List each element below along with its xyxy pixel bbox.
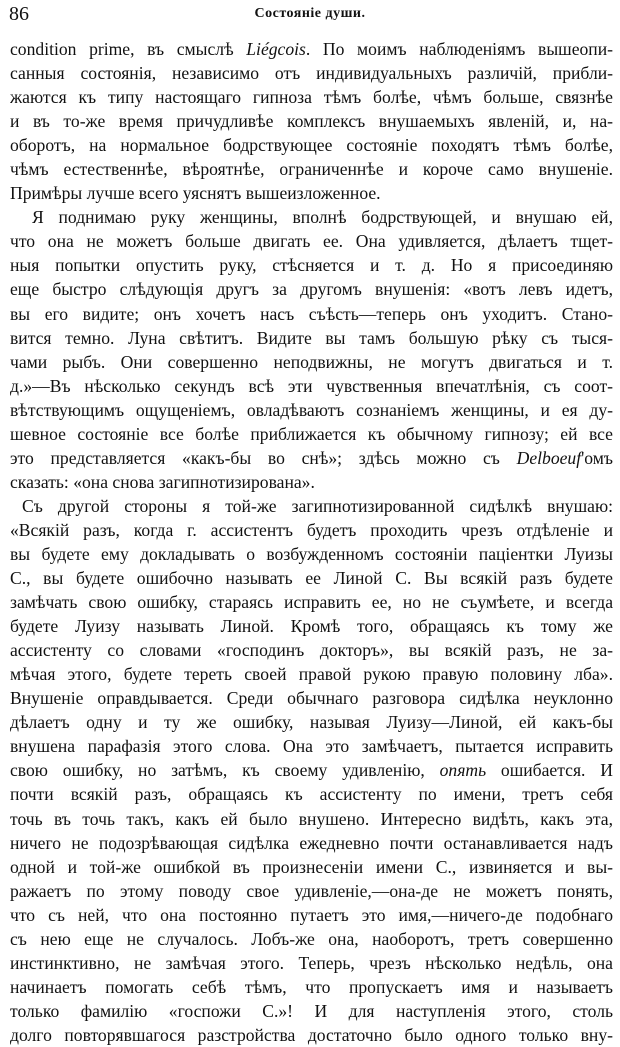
text-segment: Я поднимаю руку женщины, вполнѣ бодрствующей, и внушаю ей,	[32, 207, 613, 228]
text-segment: и въ то-же время причудливѣе комплексъ внушаемыхъ явленій, и, на-	[10, 111, 613, 132]
text-line	[10, 566, 613, 590]
text-line	[10, 734, 613, 758]
text-segment: вѣтствующимъ ощущеніемъ, овладѣваютъ сознаніемъ женщины, и ея ду-	[10, 399, 613, 420]
text-segment: чѣмъ естественнѣе, вѣроятнѣе, ограниченнѣе и короче само внушеніе.	[10, 159, 613, 180]
text-line	[10, 638, 613, 662]
text-segment: шевное состояніе все болѣе приближается къ обычному гипнозу; ей все	[10, 423, 613, 444]
italic-text: Delboeuf	[516, 447, 582, 468]
text-segment: «Всякій разъ, когда г. ассистентъ будетъ проходить чрезъ отдѣленіе и	[10, 519, 613, 540]
text-segment: С., вы будете ошибочно называть ее Линой С. Вы всякій разъ будете	[10, 568, 613, 589]
text-segment: что она не можетъ больше двигать ее. Она удивляется, дѣлаетъ тщет-	[10, 231, 613, 252]
page-number: 86	[9, 3, 29, 25]
text-segment: точь въ точь такъ, какъ ей было внушено. Интересно видѣть, какъ эта,	[10, 808, 613, 829]
text-segment: . По моимъ наблюденіямъ вышеопи-	[305, 39, 613, 59]
text-line	[10, 157, 613, 181]
running-title: Состояніе души.	[254, 6, 366, 21]
text-segment: чами рыбъ. Они совершенно неподвижны, не могутъ двигаться и т.	[10, 351, 613, 372]
text-segment: замѣчать свою ошибку, стараясь исправить ее, но не съумѣете, и всегда	[10, 592, 613, 613]
text-line	[10, 542, 613, 566]
italic-text: Liégcois	[246, 39, 306, 59]
text-line	[10, 422, 613, 446]
text-line	[10, 109, 613, 133]
text-line	[10, 398, 613, 422]
text-line	[10, 326, 613, 350]
text-segment: одной и той-же ошибкой въ произнесеніи имени С., извиняется и вы-	[10, 856, 613, 877]
text-segment: долго повторявшагося разстройства достаточно было одного только вну-	[10, 1024, 613, 1045]
text-segment: ныя попытки опустить руку, стѣсняется и т. д. Но я присоединяю	[10, 255, 613, 276]
text-segment: дѣлаетъ одну и ту же ошибку, называя Луизу—Линой, ей какъ-бы	[10, 712, 613, 733]
text-line	[10, 855, 613, 879]
text-line	[10, 302, 613, 326]
text-line	[10, 37, 613, 61]
text-line	[10, 1023, 613, 1047]
text-line	[10, 951, 613, 975]
text-line	[10, 277, 613, 301]
text-line	[10, 662, 613, 686]
text-line	[10, 253, 613, 277]
text-line	[10, 831, 613, 855]
text-segment: вится темно. Луна свѣтитъ. Видите вы тамъ большую рѣку съ тыся-	[10, 327, 613, 348]
text-segment: что съ ней, что она постоянно путаетъ это имя,—ничего-де подобнаго	[10, 904, 613, 925]
text-line	[10, 205, 613, 229]
text-line	[10, 590, 613, 614]
text-segment: это представляется «какъ-бы во снѣ»; здѣсь можно съ	[10, 447, 517, 468]
text-line	[10, 927, 613, 951]
text-segment: Внушеніе оправдывается. Среди обычнаго разговора сидѣлка неуклонно	[10, 688, 613, 709]
text-line	[10, 999, 613, 1023]
text-line	[10, 686, 613, 710]
text-segment: санныя состоянія, независимо отъ индивидуальныхъ различій, прибли-	[10, 63, 613, 84]
text-segment: начинаетъ помогать себѣ тѣмъ, что пропускаетъ имя и называетъ	[10, 976, 613, 997]
text-segment: будете Луизу называть Линой. Кромѣ того, обращаясь къ тому же	[10, 616, 613, 637]
text-segment: только фамилію «госпожи С.»! И для наступленія этого, столь	[10, 1000, 613, 1021]
text-segment: оборотъ, на нормальное бодрствующее состояніе походятъ тѣмъ болѣе,	[10, 135, 613, 156]
text-line	[10, 446, 613, 470]
text-line	[10, 758, 613, 782]
text-line	[10, 61, 613, 85]
text-line	[10, 350, 613, 374]
text-segment: внушена парафазія этого слова. Она это замѣчаетъ, пытается исправить	[10, 736, 613, 757]
text-segment: 'омъ	[581, 447, 613, 468]
text-segment: ничего не подозрѣвающая сидѣлка ежедневно почти останавливается надъ	[10, 832, 613, 853]
text-line	[10, 470, 613, 494]
body-text	[10, 37, 613, 1047]
page-header	[0, 2, 620, 26]
text-line	[10, 518, 613, 542]
text-segment: ражаетъ по этому поводу свое удивленіе,—она-де не можетъ понять,	[10, 880, 613, 901]
text-line	[10, 494, 613, 518]
text-segment: ошибается. И	[486, 760, 613, 781]
text-segment: инстинктивно, не замѣчая этого. Теперь, чрезъ нѣсколько недѣль, она	[10, 952, 613, 973]
text-line	[10, 879, 613, 903]
text-line	[10, 710, 613, 734]
text-segment: ассистенту со словами «господинъ докторъ», вы всякій разъ, не за-	[10, 640, 613, 661]
text-segment: Съ другой стороны я той-же загипнотизированной сидѣлкѣ внушаю:	[22, 495, 613, 516]
text-segment: почти всякій разъ, обращаясь къ ассистенту по имени, третъ себя	[10, 784, 613, 805]
text-line	[10, 975, 613, 999]
text-line	[10, 229, 613, 253]
text-segment: съ нею еще не случалось. Лобъ-же она, наоборотъ, третъ совершенно	[10, 928, 613, 949]
text-line	[10, 181, 613, 205]
text-segment: condition prime, въ смыслѣ	[10, 39, 247, 59]
text-segment: сказать: «она снова загипнотизирована».	[10, 471, 315, 492]
text-segment: д.»—Въ нѣсколько секундъ всѣ эти чувственныя впечатлѣнія, съ соот-	[10, 375, 613, 396]
text-segment: жаются къ типу настоящаго гипноза тѣмъ болѣе, чѣмъ больше, связнѣе	[10, 87, 613, 108]
text-segment: свою ошибку, но затѣмъ, къ своему удивленію,	[10, 760, 440, 781]
text-line	[10, 782, 613, 806]
text-segment: мѣчая этого, будете тереть своей правой рукою правую половину лба».	[10, 664, 613, 685]
text-segment: еще быстро слѣдующія другъ за другомъ внушенія: «вотъ левъ идетъ,	[10, 279, 613, 300]
text-segment: вы будете ему докладывать о возбужденномъ состояніи паціентки Луизы	[10, 543, 613, 564]
text-line	[10, 85, 613, 109]
text-line	[10, 133, 613, 157]
text-line	[10, 903, 613, 927]
text-line	[10, 807, 613, 831]
italic-text: опять	[439, 760, 487, 781]
text-segment: вы его видите; онъ хочетъ насъ съѣсть—теперь онъ уходитъ. Стано-	[10, 303, 613, 324]
text-line	[10, 374, 613, 398]
text-line	[10, 614, 613, 638]
text-segment: Примѣры лучше всего уяснятъ вышеизложенное.	[10, 183, 381, 204]
